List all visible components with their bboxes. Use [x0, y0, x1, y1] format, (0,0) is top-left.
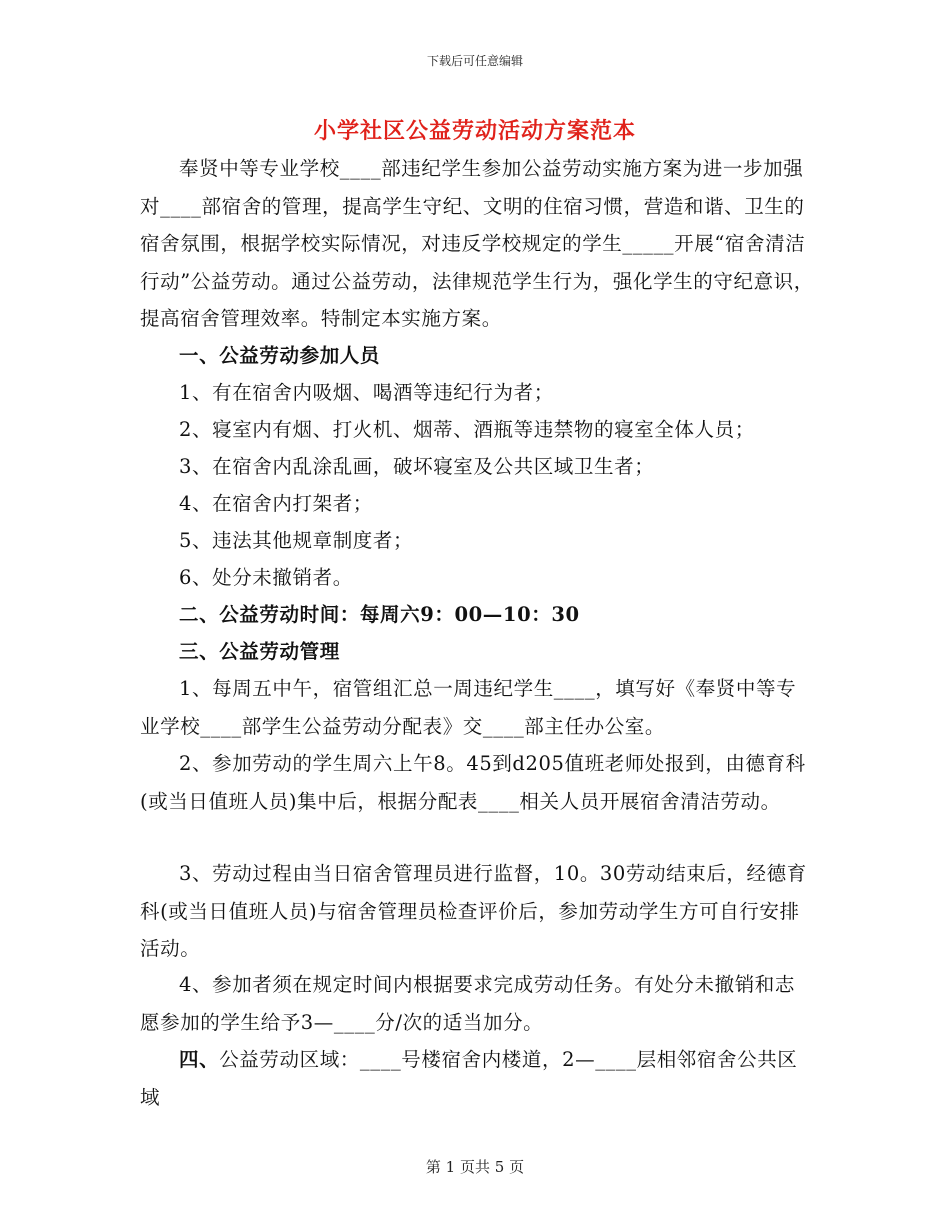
section1-item: 1、有在宿舍内吸烟、喝酒等违纪行为者； — [179, 381, 554, 404]
section4-paragraph — [140, 1041, 815, 1116]
section4-text: 公益劳动区域：____号楼宿舍内楼道，2—____层相邻宿舍公共区域 — [140, 1048, 798, 1109]
section3-heading: 三、公益劳动管理 — [179, 640, 340, 663]
intro-paragraph: 奉贤中等专业学校____部违纪学生参加公益劳动实施方案为进一步加强对____部宿舍的管理，提高学生守纪、文明的住宿习惯，营造和谐、卫生的宿舍氛围，根据学校实际情况，对违反学校规定的学生_____开展“宿舍清洁行动”公益劳动。通过公益劳动，法律规范学生行为，强化学生的守纪意识，提高宿舍管理效率。特制定本实施方案。 — [140, 157, 814, 330]
section1-item: 4、在宿舍内打架者； — [179, 492, 373, 515]
section1-item: 2、寝室内有烟、打火机、烟蒂、酒瓶等违禁物的寝室全体人员； — [179, 418, 755, 441]
page-number-footer: 第 1 页共 5 页 — [425, 1158, 525, 1176]
section3-item: 4、参加者须在规定时间内根据要求完成劳动任务。有处分未撤销和志愿参加的学生给予3—____分/次的适当加分。 — [140, 973, 796, 1034]
section2-heading: 二、公益劳动时间：每周六9：00—10：30 — [179, 603, 580, 626]
section1-item: 6、处分未撤销者。 — [179, 566, 353, 589]
section3-item: 1、每周五中午，宿管组汇总一周违纪学生____，填写好《奉贤中等专业学校____部学生公益劳动分配表》交____部主任办公室。 — [140, 677, 797, 738]
section4-heading: 四、 — [179, 1048, 220, 1071]
section1-item: 3、在宿舍内乱涂乱画，破坏寝室及公共区域卫生者； — [179, 455, 655, 478]
section1-item: 5、违法其他规章制度者； — [179, 529, 414, 552]
section1-heading: 一、公益劳动参加人员 — [179, 344, 381, 367]
page-header-note: 下载后可任意编辑 — [426, 54, 523, 68]
section3-item: 2、参加劳动的学生周六上午8。45到d205值班老师处报到，由德育科(或当日值班人员)集中后，根据分配表____相关人员开展宿舍清洁劳动。 — [140, 752, 806, 813]
document-title: 小学社区公益劳动活动方案范本 — [313, 118, 636, 144]
section3-item: 3、劳动过程由当日宿舍管理员进行监督，10。30劳动结束后，经德育科(或当日值班人员)与宿舍管理员检查评价后，参加劳动学生方可自行安排活动。 — [140, 862, 807, 960]
